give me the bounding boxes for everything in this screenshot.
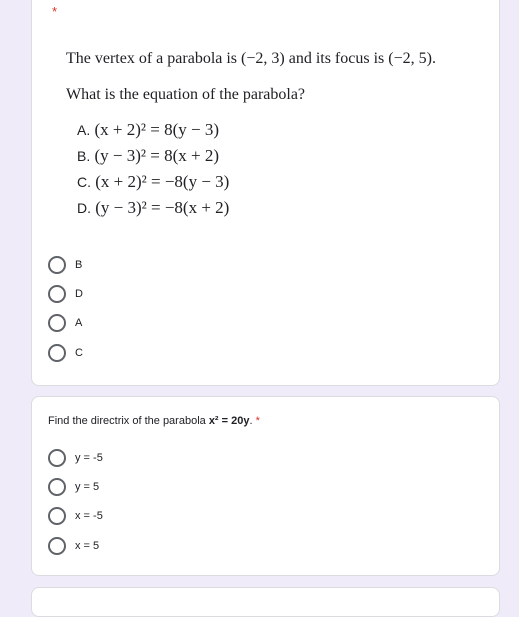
- option-label: x = -5: [75, 510, 103, 522]
- radio-option-a[interactable]: [48, 312, 82, 334]
- radio-button[interactable]: [48, 314, 66, 332]
- radio-option-x-5[interactable]: [48, 535, 99, 557]
- choice-letter: D.: [77, 200, 91, 216]
- question-title: [48, 415, 260, 427]
- option-label: y = -5: [75, 452, 103, 464]
- radio-option-d[interactable]: [48, 283, 83, 305]
- question-card-2: [31, 396, 500, 576]
- choice-equation: (x + 2)² = 8(y − 3): [94, 120, 219, 139]
- question-card-3: [31, 587, 500, 617]
- radio-button[interactable]: [48, 344, 66, 362]
- option-label: B: [75, 259, 83, 271]
- option-label: A: [75, 317, 83, 329]
- option-label: y = 5: [75, 481, 100, 493]
- radio-button[interactable]: [48, 256, 66, 274]
- question-title-equation: x² = 20y: [208, 415, 250, 427]
- radio-option-c[interactable]: [48, 342, 83, 364]
- question-title-text: Find the directrix of the parabola: [48, 415, 209, 427]
- choice-letter: B.: [77, 148, 91, 164]
- answer-choices-list: [77, 117, 466, 221]
- radio-option-b[interactable]: [48, 254, 82, 276]
- choice-b: [77, 143, 466, 169]
- choice-equation: (y − 3)² = 8(x + 2): [94, 146, 219, 165]
- choice-equation: (y − 3)² = −8(x + 2): [95, 198, 230, 217]
- radio-button[interactable]: [48, 285, 66, 303]
- question-text-line-1: The vertex of a parabola is (−2, 3) and its focus is (−2, 5).: [66, 50, 436, 67]
- option-label: D: [75, 288, 83, 300]
- required-asterisk: *: [255, 415, 260, 427]
- radio-button[interactable]: [48, 507, 66, 525]
- option-label: C: [75, 347, 83, 359]
- choice-equation: (x + 2)² = −8(y − 3): [95, 172, 230, 191]
- radio-option-y-5[interactable]: [48, 476, 99, 498]
- radio-button[interactable]: [48, 478, 66, 496]
- choice-d: [77, 195, 466, 221]
- required-asterisk: *: [52, 4, 58, 19]
- choice-a: [77, 117, 466, 143]
- radio-option-y-neg5[interactable]: [48, 447, 103, 469]
- choice-c: [77, 169, 466, 195]
- question-card-1: [31, 0, 500, 386]
- question-text-line-2: What is the equation of the parabola?: [66, 86, 306, 103]
- option-label: x = 5: [75, 540, 100, 552]
- question-title-period: .: [249, 415, 253, 427]
- choice-letter: A.: [77, 122, 91, 138]
- radio-button[interactable]: [48, 449, 66, 467]
- radio-option-x-neg5[interactable]: [48, 505, 103, 527]
- radio-button[interactable]: [48, 537, 66, 555]
- question-image: [66, 49, 466, 221]
- choice-letter: C.: [77, 174, 91, 190]
